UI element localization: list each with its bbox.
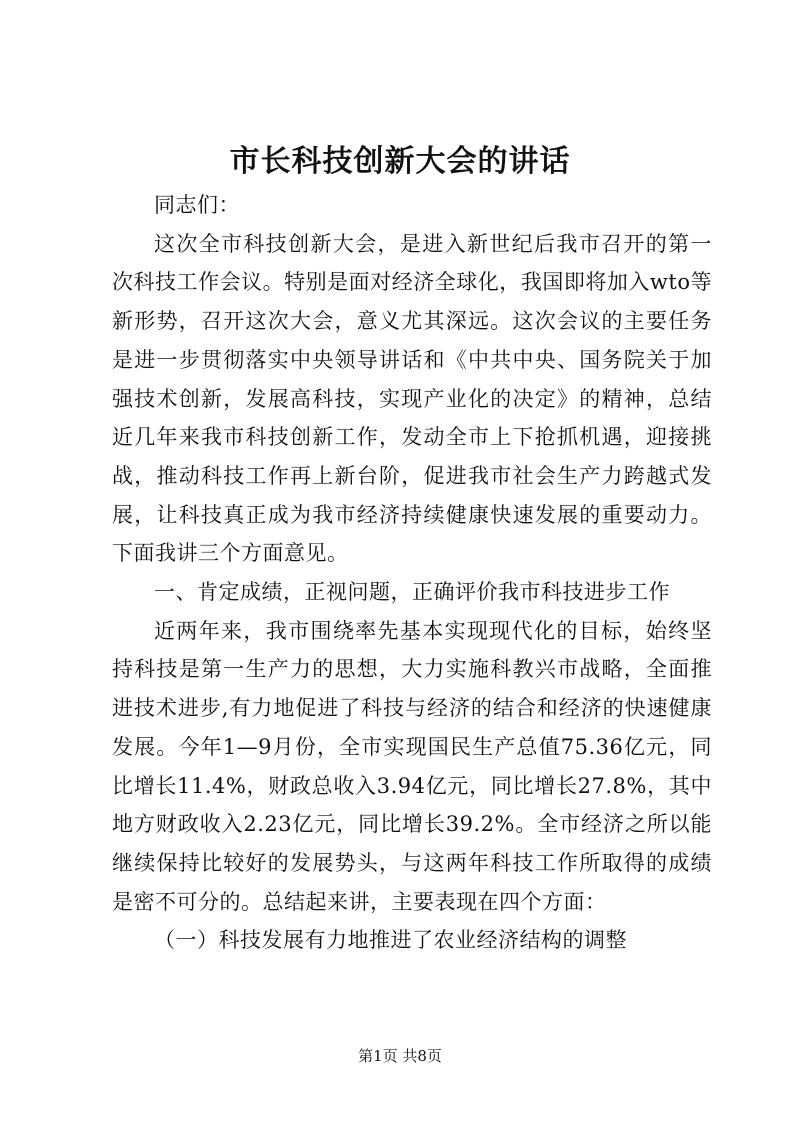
salutation: 同志们： (154, 193, 240, 217)
subsection-heading-1: （一）科技发展有力地推进了农业经济结构的调整 (154, 928, 627, 953)
paragraph-intro: 这次全市科技创新大会，是进入新世纪后我市召开的第一次科技工作会议。特别是面对经济全球化，我国即将加入wto等新形势，召开这次大会，意义尤其深远。这次会议的主要任务是进一步贯彻落实中央领导讲话和《中共中央、国务院关于加强技术创新，发展高科技，实现产业化的决定》的精神，总结近几年来我市科技创新工作，发动全市上下抢抓机遇，迎接挑战，推动科技工作再上新台阶，促进我市社会生产力跨越式发展，让科技真正成为我市经济持续健康快速发展的重要动力。下面我讲三个方面意见。 (112, 231, 712, 566)
page-title: 市长科技创新大会的讲话 (229, 144, 571, 179)
paragraph-achievements: 近两年来，我市围绕率先基本实现现代化的目标，始终坚持科技是第一生产力的思想，大力实施科教兴市战略，全面推进技术进步,有力地促进了科技与经济的结合和经济的快速健康发展。今年1—9月份，全市实现国民生产总值75.36亿元，同比增长11.4%，财政总收入3.94亿元，同比增长27.8%，其中地方财政收入2.23亿元，同比增长39.2%。全市经济之所以能继续保持比较好的发展势头，与这两年科技工作所取得的成绩是密不可分的。总结起来讲，主要表现在四个方面： (112, 618, 712, 914)
section-heading-1: 一、肯定成绩，正视问题，正确评价我市科技进步工作 (154, 580, 670, 605)
page-number-footer: 第1页 共8页 (358, 1047, 442, 1065)
document-body (112, 186, 712, 960)
